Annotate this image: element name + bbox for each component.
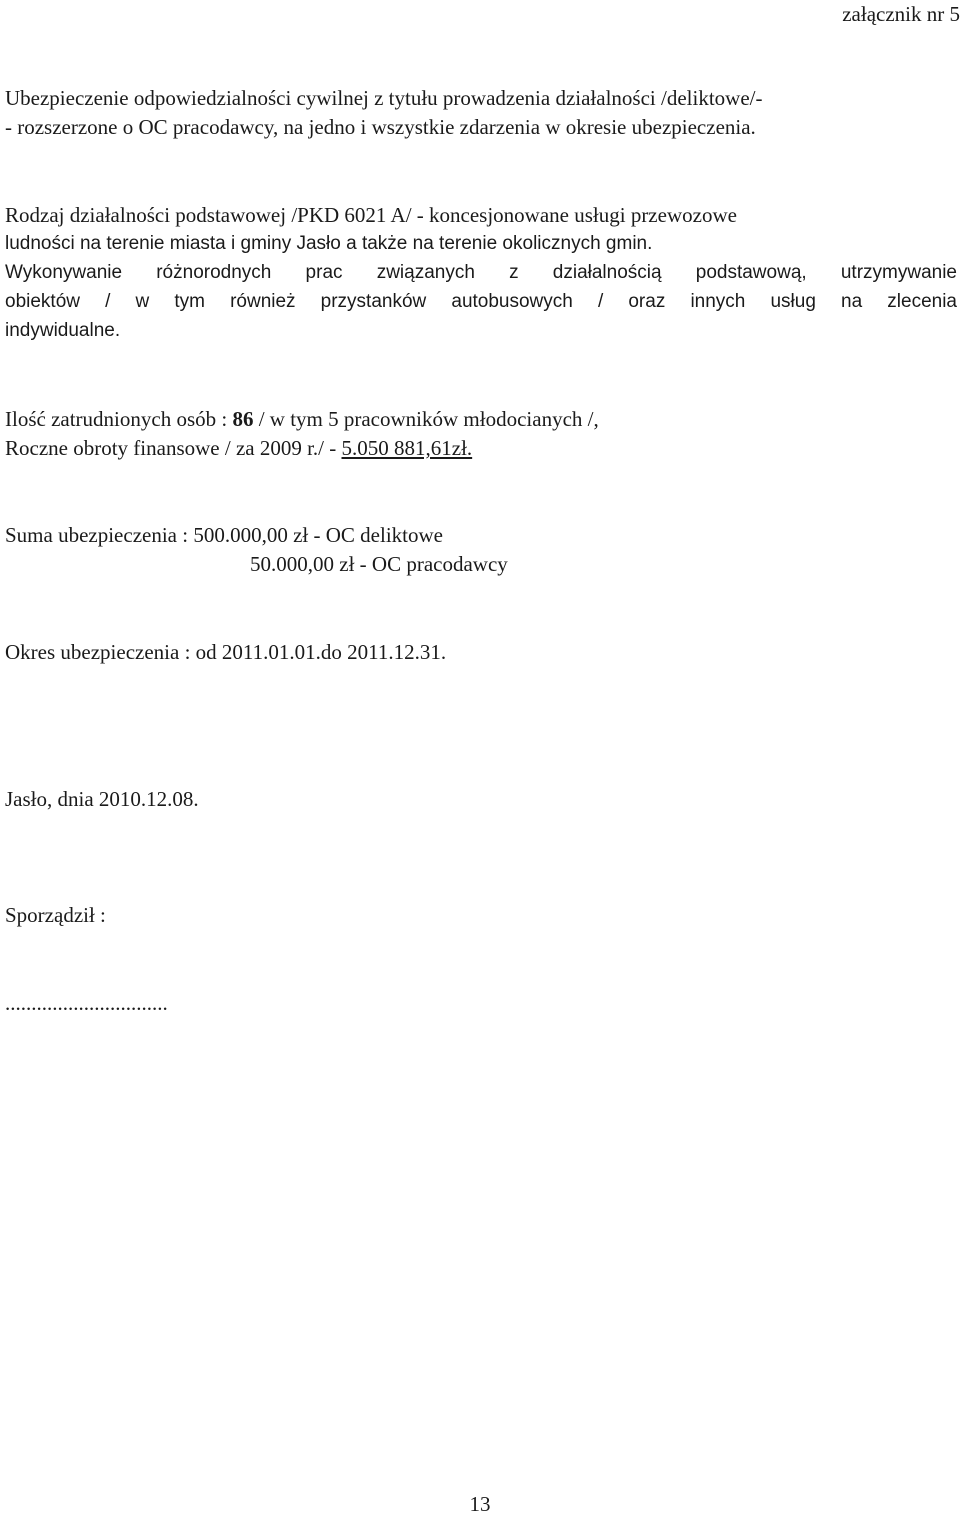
turnover-value: 5.050 881,61zł. (341, 436, 473, 460)
sum-insured-row-1: 500.000,00 zł - OC deliktowe (193, 523, 443, 547)
annex-label: załącznik nr 5 (842, 2, 960, 26)
sum-insured-label: Suma ubezpieczenia : (5, 523, 194, 547)
activity-line-3: Wykonywanie różnorodnych prac związanych z działalnością podstawową, utrzymywanie (5, 262, 957, 283)
place-date: Jasło, dnia 2010.12.08. (5, 787, 199, 811)
activity-line-2: ludności na terenie miasta i gminy Jasło a także na terenie okolicznych gmin. (5, 233, 653, 254)
sum-insured-row-2: 50.000,00 zł - OC pracodawcy (250, 552, 508, 576)
employee-count: 86 (232, 407, 254, 431)
employment-suffix: / w tym 5 pracowników młodocianych /, (253, 407, 599, 431)
signature-line: ............................... (5, 991, 168, 1015)
insurance-period: Okres ubezpieczenia : od 2011.01.01.do 2011.12.31. (5, 640, 447, 664)
prepared-by-label: Sporządził : (5, 903, 106, 927)
intro-line-2: - rozszerzone o OC pracodawcy, na jedno i wszystkie zdarzenia w okresie ubezpieczenia. (5, 115, 756, 139)
turnover-line (5, 436, 472, 460)
activity-line-1: Rodzaj działalności podstawowej /PKD 6021 A/ - koncesjonowane usługi przewozowe (5, 203, 737, 227)
activity-line-4: obiektów / w tym również przystanków autobusowych / oraz innych usług na zlecenia (5, 291, 957, 312)
activity-line-5: indywidualne. (5, 320, 121, 341)
sum-insured-line-1 (5, 523, 443, 547)
employment-prefix: Ilość zatrudnionych osób : (5, 407, 233, 431)
turnover-prefix: Roczne obroty finansowe / za 2009 r./ - (5, 436, 342, 460)
page-number: 13 (469, 1492, 491, 1516)
intro-line-1: Ubezpieczenie odpowiedzialności cywilnej z tytułu prowadzenia działalności /deliktowe/- (5, 86, 763, 110)
employment-line (5, 407, 599, 431)
